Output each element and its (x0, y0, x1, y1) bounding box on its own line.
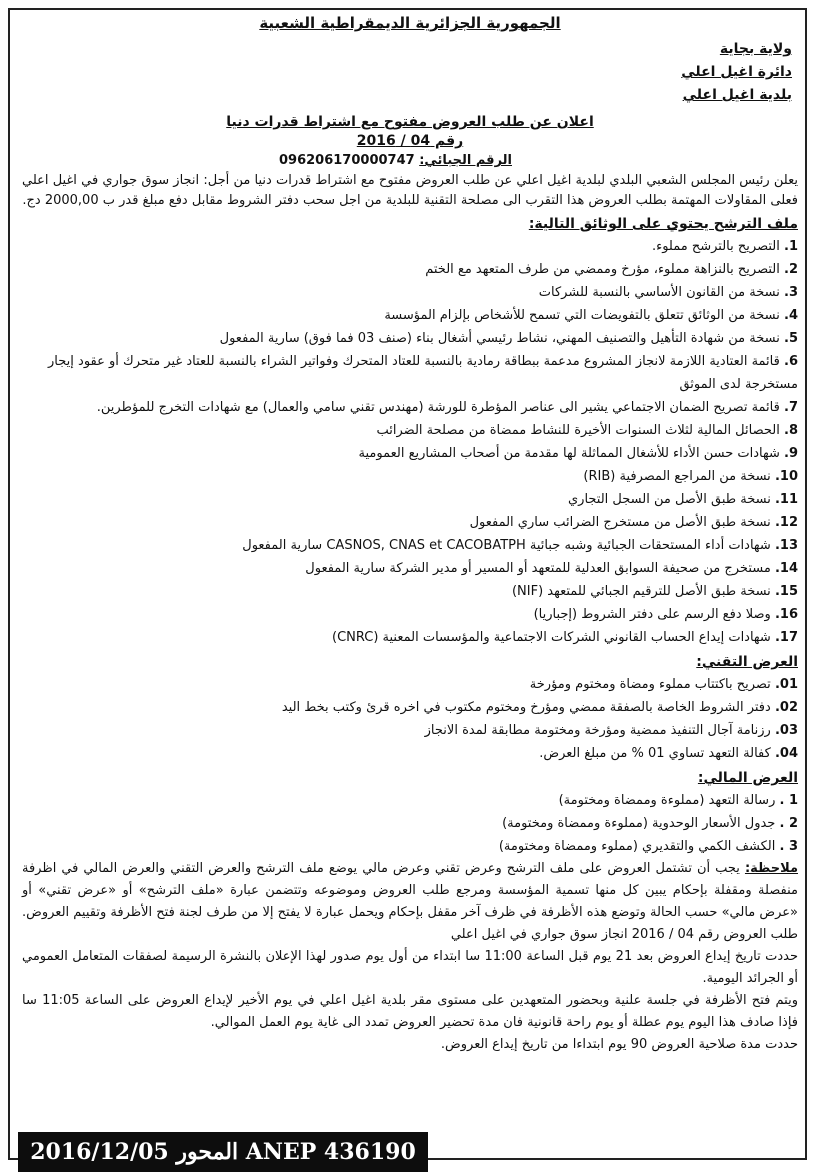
candidacy-item (18, 419, 798, 442)
notice-title-text: اعلان عن طلب العروض مفتوح مع اشتراط قدرات دنيا (226, 114, 594, 130)
anep-footer: ANEP 436190 المحور 2016/12/05 (18, 1132, 428, 1172)
notice-number-text: رقم 04 / 2016 (356, 133, 464, 149)
candidacy-item-text: نسخة طبق الأصل من السجل التجاري (567, 492, 771, 507)
candidacy-item (18, 327, 798, 350)
candidacy-item (18, 396, 798, 419)
technical-item-text: دفتر الشروط الخاصة بالصفقة ممضي ومؤرخ ومختوم مكتوب في اخره قرئ وكتب بخط اليد (281, 700, 771, 715)
candidacy-item (18, 442, 798, 465)
notice-number (18, 132, 802, 151)
candidacy-item-text: شهادات حسن الأداء للأشغال المماثلة لها مقدمة من أصحاب المشاريع العمومية (358, 446, 780, 461)
candidacy-item-text: نسخة من المراجع المصرفية (RIB) (583, 469, 771, 484)
note-paragraph-2: حددت تاريخ إيداع العروض بعد 21 يوم قبل الساعة 11:00 سا ابتداء من أول يوم صدور لهذا الإعلان بالنشرة الرسيمة لصفقات المتعامل العمومي أو الجرائد اليومية. (22, 949, 798, 986)
candidacy-item (18, 603, 798, 626)
candidacy-item-number: 17. (774, 630, 798, 645)
candidacy-item-number: 2. (784, 262, 798, 277)
candidacy-item-text: نسخة طبق الأصل من مستخرج الضرائب ساري المفعول (469, 515, 771, 530)
notice-title (18, 113, 802, 132)
daira-text: دائرة اغيل اعلي (681, 64, 792, 80)
candidacy-item (18, 258, 798, 281)
note-text-1: يجب أن تشتمل العروض على ملف الترشح وعرض تقني وعرض مالي يوضع ملف الترشح والعرض التقني والعرض المالي في اظرفة منفصلة ومقفلة بإحكام يبين كل منها تسمية المؤسسة ومرجع طلب العروض وموضوعه وتتضمن عبارة «ملف الترشح» أو «عرض تقني» أو «عرض مالي» حسب الحالة وتوضع هذه الأظرفة في ظرف آخر مقفل بإحكام ويحمل عبارة لا يفتح إلا من طرف لجنة فتح الأظرفة وتقييم العروض. طلب العروض رقم 04 / 2016 انجاز سوق جواري في اغيل اعلي (22, 861, 798, 942)
commune-line (18, 84, 802, 107)
technical-heading-text: العرض التقني: (696, 654, 798, 670)
candidacy-item-text: شهادات أداء المستحقات الجبائية وشبه جبائية CASNOS, CNAS et CACOBATPH سارية المفعول (242, 538, 771, 553)
candidacy-item (18, 235, 798, 258)
candidacy-item-text: قائمة العتادية اللازمة لانجاز المشروع مدعمة ببطاقة رمادية بالنسبة للعتاد المتحرك وفواتير الشراء بالنسبة للعتاد غير متحرك أو عقود إيجار مستخرجة لدى الموثق (48, 354, 798, 392)
candidacy-item-text: نسخة من القانون الأساسي بالنسبة للشركات (538, 285, 780, 300)
technical-item (18, 742, 798, 765)
candidacy-item-number: 11. (774, 492, 798, 507)
technical-item (18, 696, 798, 719)
wilaya-text: ولاية بجاية (719, 41, 792, 57)
candidacy-item (18, 465, 798, 488)
candidacy-item-number: 4. (784, 308, 798, 323)
daira-line (18, 61, 802, 84)
candidacy-item (18, 580, 798, 603)
financial-item (18, 835, 798, 858)
candidacy-item-text: نسخة طبق الأصل للترقيم الجبائي للمتعهد (NIF) (511, 584, 771, 599)
candidacy-item-number: 15. (774, 584, 798, 599)
technical-item-text: رزنامة آجال التنفيذ ممضية ومؤرخة ومختومة مطابقة لمدة الانجاز (424, 723, 771, 738)
financial-heading (18, 767, 802, 789)
candidacy-item (18, 557, 798, 580)
technical-heading (18, 651, 802, 673)
candidacy-item-number: 16. (774, 607, 798, 622)
candidacy-list (18, 235, 802, 649)
technical-item-number: 04. (774, 746, 798, 761)
candidacy-item (18, 488, 798, 511)
financial-item-number: 1 . (779, 793, 798, 808)
wilaya-line (18, 38, 802, 61)
intro-paragraph: يعلن رئيس المجلس الشعبي البلدي لبلدية اغيل اعلي عن طلب العروض مفتوح مع اشتراط قدرات دنيا من أجل: انجاز سوق جواري في اغيل اعلي فعلى المقاولات المهتمة بطلب العروض هذا التقرب الى مصلحة التقنية للبلدية من اجل سحب دفتر الشروط مقابل دفع مبلغ قدر ب 2000,00 دج. (22, 173, 798, 208)
candidacy-heading-text: ملف الترشح يحتوي على الوثائق التالية: (528, 216, 798, 232)
financial-heading-text: العرض المالي: (697, 770, 798, 786)
candidacy-item-number: 3. (784, 285, 798, 300)
candidacy-item-number: 8. (784, 423, 798, 438)
fiscal-value: 096206170000747 (278, 153, 415, 168)
candidacy-item-text: نسخة من شهادة التأهيل والتصنيف المهني، نشاط رئيسي أشغال بناء (صنف 03 فما فوق) سارية المفعول (219, 331, 780, 346)
candidacy-item-text: وصلا دفع الرسم على دفتر الشروط (إجباريا) (533, 607, 771, 622)
candidacy-heading (18, 213, 802, 235)
candidacy-item-text: مستخرج من صحيفة السوابق العدلية للمتعهد أو المسير أو مدير الشركة سارية المفعول (305, 561, 771, 576)
candidacy-item-text: قائمة تصريح الضمان الاجتماعي يشير الى عناصر المؤطرة للورشة (مهندس تقني سامي والعمال) مع شهادات التخرج للمؤطرين. (96, 400, 780, 415)
technical-item (18, 719, 798, 742)
republic-text: الجمهورية الجزائرية الديمقراطية الشعبية (259, 14, 561, 32)
commune-text: بلدية اغيل اعلي (682, 87, 792, 103)
candidacy-item-number: 6. (784, 354, 798, 369)
technical-item-number: 02. (774, 700, 798, 715)
financial-item-text: جدول الأسعار الوحدوية (مملوءة وممضاة ومختومة) (502, 816, 776, 831)
note-label: ملاحظة: (744, 861, 798, 876)
technical-item-text: كفالة التعهد تساوي 01 % من مبلغ العرض. (539, 746, 771, 761)
candidacy-item-number: 10. (774, 469, 798, 484)
note-paragraph-3: ويتم فتح الأظرفة في جلسة علنية وبحضور المتعهدين على مستوى مقر بلدية اغيل اعلي في يوم الأخير لإيداع العروض على الساعة 11:05 سا فإذا صادف هذا اليوم يوم عطلة أو يوم راحة قانونية فان مدة تحضير العروض تمدد الى غاية يوم العمل الموالي. (22, 993, 798, 1030)
note-paragraph-4: حددت مدة صلاحية العروض 90 يوم ابتداءا من تاريخ إيداع العروض. (440, 1037, 798, 1052)
candidacy-item (18, 281, 798, 304)
financial-item-number: 2 . (779, 816, 798, 831)
financial-item-text: الكشف الكمي والتقديري (مملوء وممضاة ومختومة) (498, 839, 776, 854)
candidacy-item-number: 13. (774, 538, 798, 553)
financial-item (18, 789, 798, 812)
note-paragraph-1 (18, 858, 802, 946)
candidacy-item-number: 14. (774, 561, 798, 576)
candidacy-item-number: 7. (784, 400, 798, 415)
financial-list (18, 789, 802, 858)
candidacy-item (18, 626, 798, 649)
fiscal-label: الرقم الجبائي: (419, 153, 512, 168)
technical-item-number: 01. (774, 677, 798, 692)
document (18, 12, 802, 1056)
candidacy-item-text: نسخة من الوثائق تتعلق بالتفويضات التي تسمح للأشخاص بإلزام المؤسسة (384, 308, 780, 323)
technical-list (18, 673, 802, 765)
candidacy-item-text: شهادات إيداع الحساب القانوني الشركات الاجتماعية والمؤسسات المعنية (CNRC) (331, 630, 771, 645)
candidacy-item-text: التصريح بالنزاهة مملوء، مؤرخ وممضي من طرف المتعهد مع الختم (425, 262, 780, 277)
candidacy-item (18, 511, 798, 534)
technical-item-text: تصريح باكتتاب مملوء ومضاة ومختوم ومؤرخة (529, 677, 771, 692)
candidacy-item (18, 304, 798, 327)
candidacy-item (18, 534, 798, 557)
candidacy-item-text: التصريح بالترشح مملوء. (651, 239, 780, 254)
financial-item-number: 3 . (779, 839, 798, 854)
financial-item-text: رسالة التعهد (مملوءة وممضاة ومختومة) (558, 793, 776, 808)
candidacy-item (18, 350, 798, 396)
technical-item-number: 03. (774, 723, 798, 738)
republic-header (18, 12, 802, 38)
fiscal-number (18, 151, 802, 171)
candidacy-item-number: 9. (784, 446, 798, 461)
technical-item (18, 673, 798, 696)
candidacy-item-number: 12. (774, 515, 798, 530)
candidacy-item-number: 1. (784, 239, 798, 254)
candidacy-item-text: الحصائل المالية لثلاث السنوات الأخيرة للنشاط ممضاة من مصلحة الضرائب (376, 423, 780, 438)
candidacy-item-number: 5. (784, 331, 798, 346)
financial-item (18, 812, 798, 835)
